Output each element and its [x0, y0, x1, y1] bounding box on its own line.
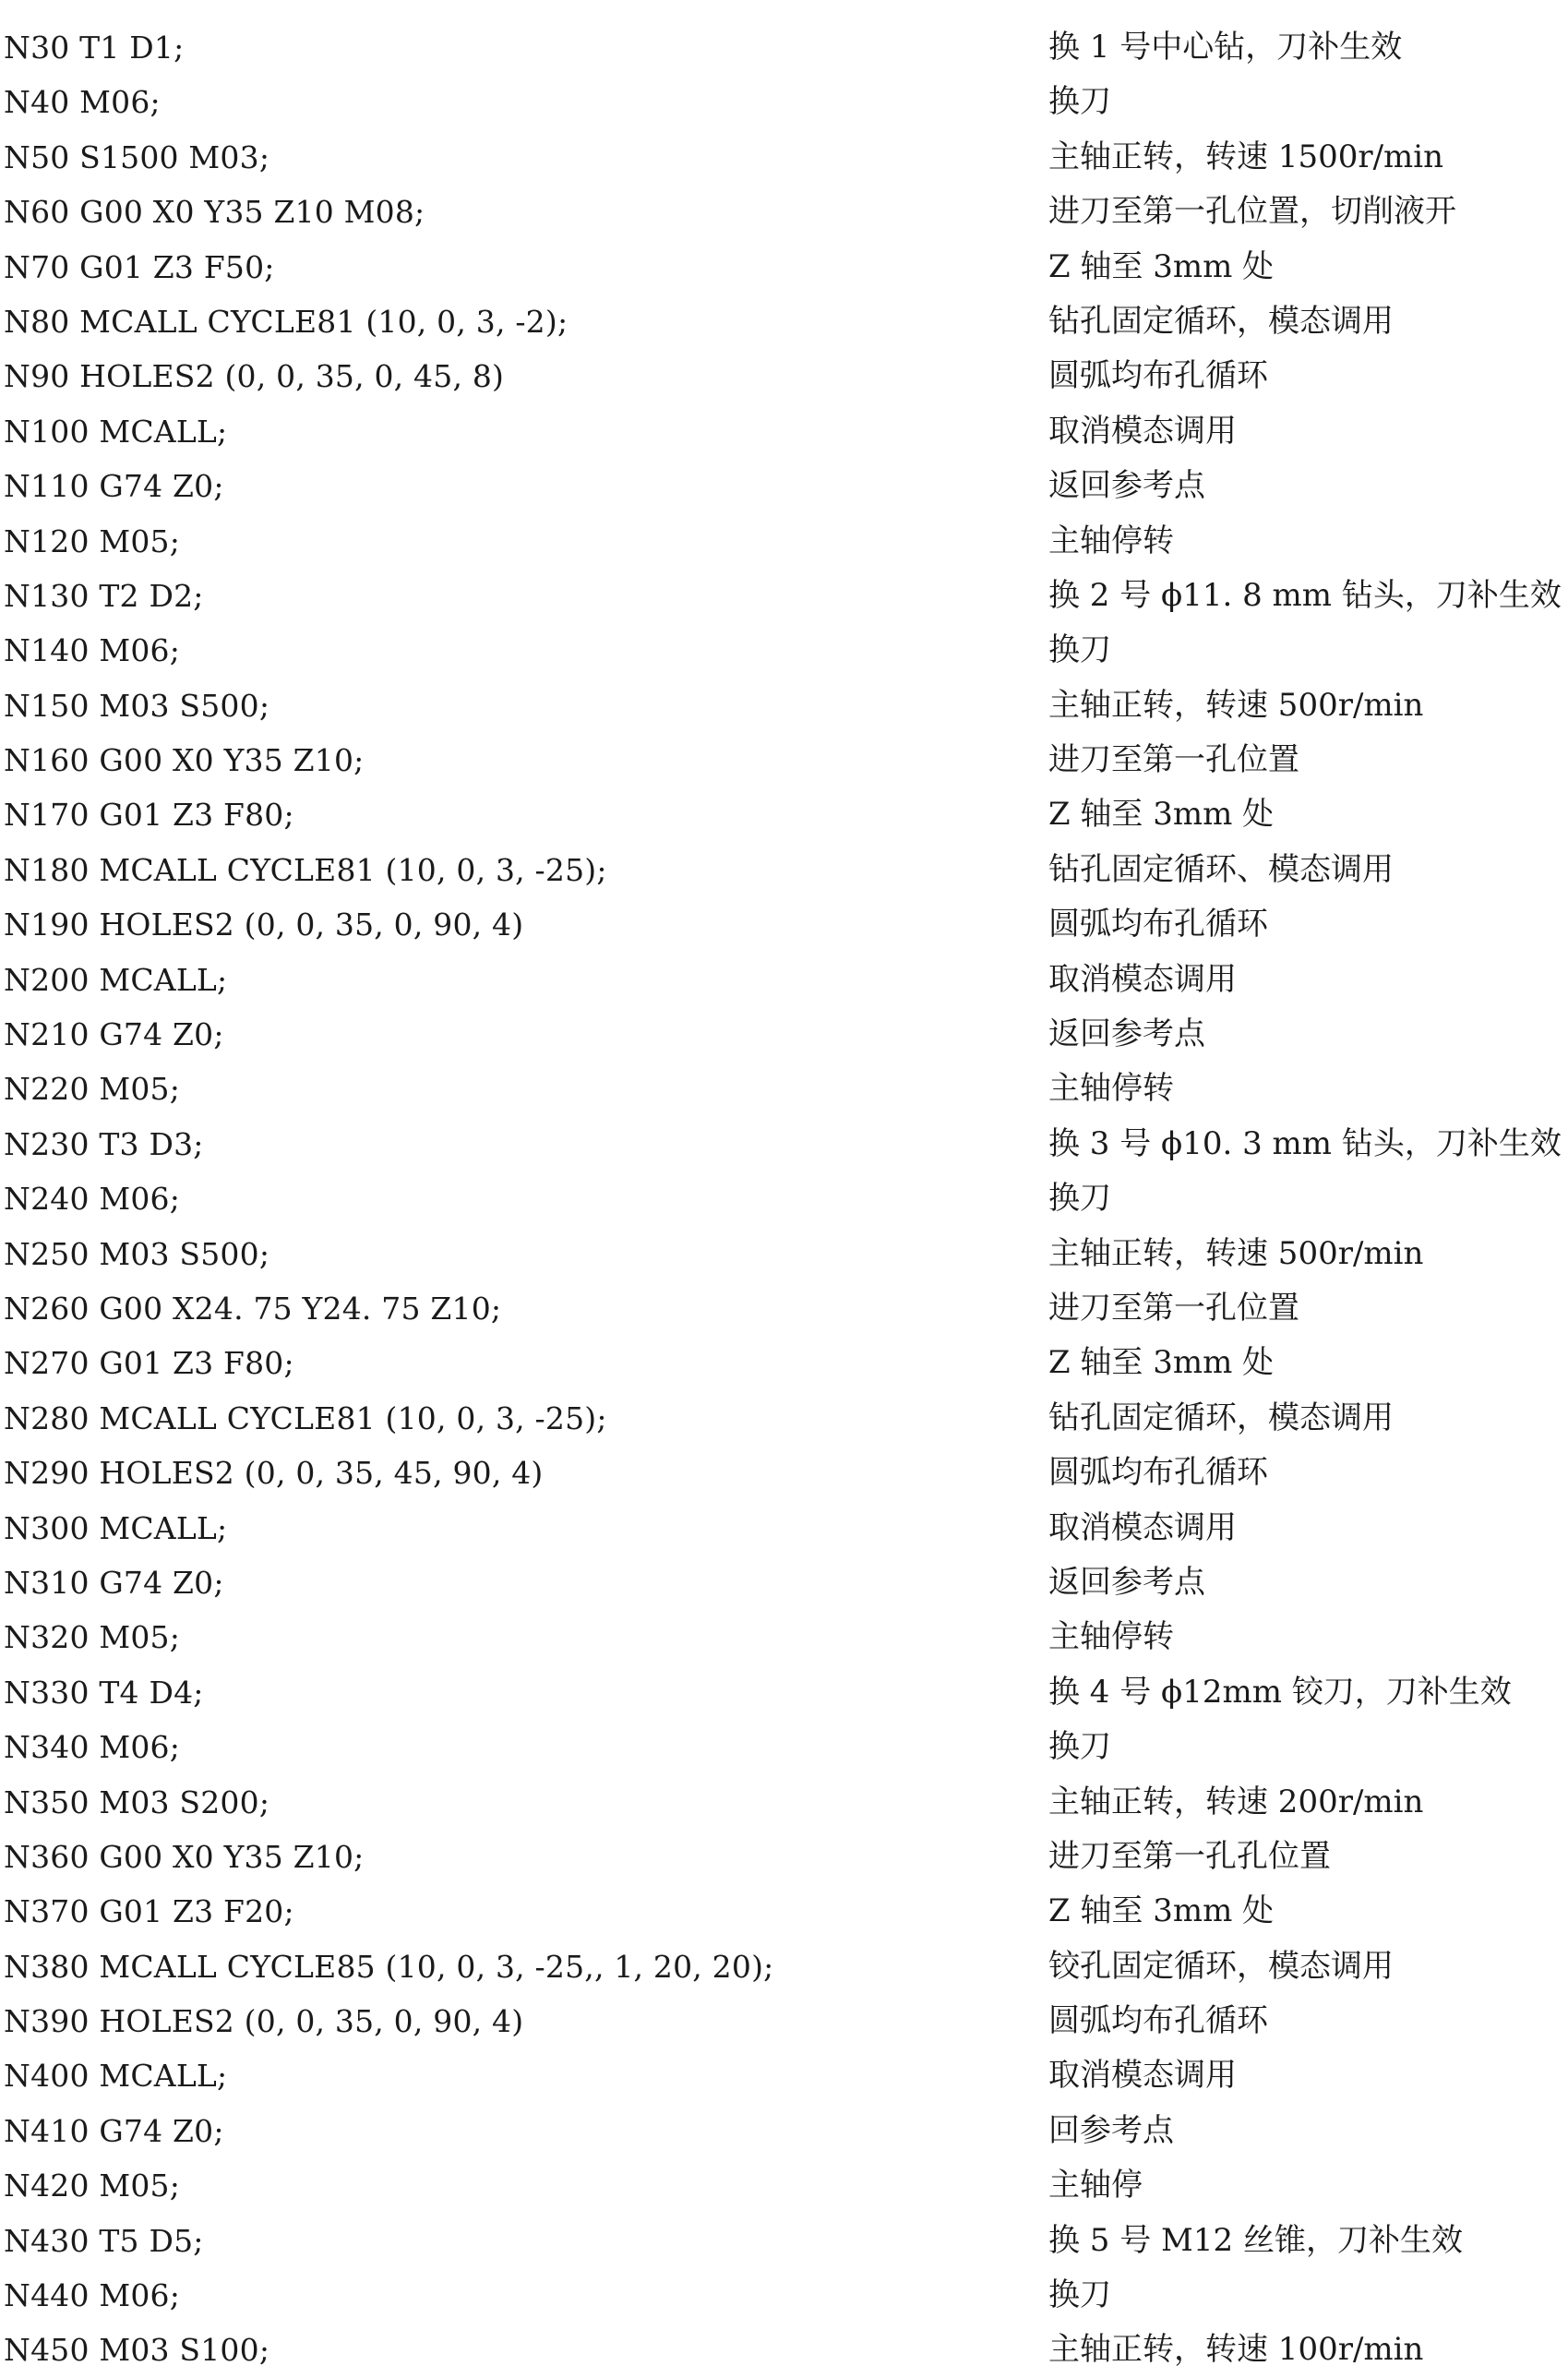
- line-comment: 换刀: [1048, 1728, 1111, 1766]
- program-line: [0, 1007, 1568, 1062]
- line-comment: 取消模态调用: [1048, 412, 1237, 450]
- nc-code: N340 M06;: [4, 1729, 181, 1766]
- program-line: [0, 1227, 1568, 1281]
- nc-code: N280 MCALL CYCLE81 (10, 0, 3, -25);: [4, 1399, 607, 1436]
- program-line: [0, 2323, 1568, 2377]
- nc-code: N420 M05;: [4, 2168, 181, 2204]
- program-line: [0, 1501, 1568, 1555]
- program-line: [0, 404, 1568, 459]
- program-line: [0, 349, 1568, 403]
- line-comment: 圆弧均布孔循环: [1048, 2002, 1268, 2040]
- program-line: [0, 733, 1568, 787]
- line-comment: 换刀: [1048, 83, 1111, 121]
- line-comment: Z 轴至 3mm 处: [1048, 1892, 1275, 1930]
- nc-code: N410 G74 Z0;: [4, 2112, 224, 2149]
- line-comment: Z 轴至 3mm 处: [1048, 796, 1275, 834]
- line-comment: 取消模态调用: [1048, 960, 1237, 998]
- program-line: [0, 897, 1568, 952]
- nc-code: N440 M06;: [4, 2277, 181, 2314]
- program-line: [0, 1610, 1568, 1664]
- nc-code: N210 G74 Z0;: [4, 1016, 224, 1053]
- program-line: [0, 1062, 1568, 1116]
- line-comment: 换 5 号 M12 丝锥，刀补生效: [1048, 2221, 1463, 2259]
- program-line: [0, 569, 1568, 623]
- nc-program-listing: [0, 20, 1568, 2378]
- nc-code: N220 M05;: [4, 1071, 181, 1108]
- line-comment: 圆弧均布孔循环: [1048, 906, 1268, 943]
- line-comment: 换刀: [1048, 631, 1111, 669]
- line-comment: 换 2 号 ϕ11. 8 mm 钻头，刀补生效: [1048, 576, 1562, 614]
- program-line: [0, 679, 1568, 733]
- line-comment: 返回参考点: [1048, 1563, 1205, 1601]
- line-comment: 钻孔固定循环、模态调用: [1048, 850, 1394, 888]
- line-comment: 取消模态调用: [1048, 1508, 1237, 1546]
- line-comment: 回参考点: [1048, 2111, 1174, 2149]
- nc-code: N160 G00 X0 Y35 Z10;: [4, 742, 365, 779]
- program-line: [0, 294, 1568, 349]
- program-line: [0, 1391, 1568, 1446]
- line-comment: 主轴正转，转速 500r/min: [1048, 1234, 1424, 1272]
- nc-code: N390 HOLES2 (0, 0, 35, 0, 90, 4): [4, 2003, 524, 2040]
- nc-code: N240 M06;: [4, 1181, 181, 1218]
- line-comment: 主轴停转: [1048, 522, 1174, 559]
- line-comment: 主轴正转，转速 500r/min: [1048, 686, 1424, 724]
- line-comment: 铰孔固定循环，模态调用: [1048, 1947, 1394, 1985]
- nc-code: N180 MCALL CYCLE81 (10, 0, 3, -25);: [4, 851, 607, 888]
- nc-code: N270 G01 Z3 F80;: [4, 1345, 294, 1382]
- line-comment: 取消模态调用: [1048, 2057, 1237, 2095]
- program-line: [0, 514, 1568, 569]
- line-comment: Z 轴至 3mm 处: [1048, 1344, 1275, 1382]
- line-comment: 主轴正转，转速 200r/min: [1048, 1783, 1424, 1820]
- line-comment: 圆弧均布孔循环: [1048, 357, 1268, 395]
- line-comment: 进刀至第一孔位置: [1048, 741, 1299, 779]
- line-comment: 圆弧均布孔循环: [1048, 1454, 1268, 1492]
- line-comment: 进刀至第一孔孔位置: [1048, 1837, 1331, 1875]
- line-comment: 进刀至第一孔位置: [1048, 1289, 1299, 1327]
- nc-code: N40 M06;: [4, 84, 161, 121]
- nc-code: N100 MCALL;: [4, 413, 228, 450]
- program-line: [0, 1555, 1568, 1610]
- program-line: [0, 1884, 1568, 1939]
- nc-code: N110 G74 Z0;: [4, 468, 224, 505]
- program-line: [0, 787, 1568, 842]
- program-line: [0, 1336, 1568, 1390]
- program-line: [0, 1171, 1568, 1226]
- program-line: [0, 1446, 1568, 1500]
- program-line: [0, 1775, 1568, 1830]
- nc-code: N290 HOLES2 (0, 0, 35, 45, 90, 4): [4, 1455, 544, 1492]
- line-comment: 主轴正转，转速 100r/min: [1048, 2331, 1424, 2369]
- nc-code: N250 M03 S500;: [4, 1235, 270, 1272]
- nc-code: N80 MCALL CYCLE81 (10, 0, 3, -2);: [4, 303, 569, 340]
- nc-code: N260 G00 X24. 75 Y24. 75 Z10;: [4, 1290, 502, 1327]
- program-line: [0, 1117, 1568, 1171]
- nc-code: N90 HOLES2 (0, 0, 35, 0, 45, 8): [4, 358, 505, 395]
- nc-code: N70 G01 Z3 F50;: [4, 248, 275, 285]
- nc-code: N140 M06;: [4, 632, 181, 669]
- nc-code: N350 M03 S200;: [4, 1784, 270, 1820]
- program-line: [0, 2158, 1568, 2213]
- program-line: [0, 75, 1568, 129]
- program-line: [0, 1994, 1568, 2048]
- program-line: [0, 1281, 1568, 1336]
- nc-code: N150 M03 S500;: [4, 687, 270, 724]
- nc-code: N310 G74 Z0;: [4, 1564, 224, 1601]
- program-line: [0, 2048, 1568, 2103]
- program-line: [0, 130, 1568, 185]
- line-comment: 换刀: [1048, 1180, 1111, 1218]
- nc-code: N60 G00 X0 Y35 Z10 M08;: [4, 194, 425, 231]
- line-comment: 钻孔固定循环，模态调用: [1048, 1399, 1394, 1436]
- program-line: [0, 1720, 1568, 1774]
- nc-code: N30 T1 D1;: [4, 30, 185, 66]
- program-line: [0, 953, 1568, 1007]
- line-comment: 返回参考点: [1048, 467, 1205, 505]
- nc-code: N320 M05;: [4, 1619, 181, 1656]
- nc-code: N120 M05;: [4, 522, 181, 559]
- nc-code: N370 G01 Z3 F20;: [4, 1893, 294, 1930]
- nc-code: N360 G00 X0 Y35 Z10;: [4, 1838, 365, 1875]
- nc-code: N130 T2 D2;: [4, 577, 204, 614]
- nc-code: N430 T5 D5;: [4, 2222, 204, 2259]
- program-line: [0, 2268, 1568, 2323]
- line-comment: 主轴正转，转速 1500r/min: [1048, 138, 1444, 175]
- nc-code: N300 MCALL;: [4, 1509, 228, 1546]
- nc-code: N330 T4 D4;: [4, 1674, 204, 1711]
- program-line: [0, 20, 1568, 75]
- program-line: [0, 1830, 1568, 1884]
- nc-code: N230 T3 D3;: [4, 1125, 204, 1162]
- program-line: [0, 185, 1568, 239]
- line-comment: 换 3 号 ϕ10. 3 mm 钻头，刀补生效: [1048, 1124, 1562, 1162]
- nc-code: N190 HOLES2 (0, 0, 35, 0, 90, 4): [4, 907, 524, 943]
- line-comment: 返回参考点: [1048, 1015, 1205, 1053]
- program-line: [0, 2214, 1568, 2268]
- program-line: [0, 623, 1568, 678]
- nc-code: N50 S1500 M03;: [4, 138, 270, 175]
- nc-code: N200 MCALL;: [4, 961, 228, 998]
- program-line: [0, 1665, 1568, 1720]
- line-comment: 换 4 号 ϕ12mm 铰刀，刀补生效: [1048, 1673, 1512, 1711]
- nc-code: N400 MCALL;: [4, 2058, 228, 2095]
- line-comment: 进刀至第一孔位置，切削液开: [1048, 193, 1456, 231]
- nc-code: N170 G01 Z3 F80;: [4, 797, 294, 834]
- line-comment: 主轴停转: [1048, 1618, 1174, 1656]
- line-comment: Z 轴至 3mm 处: [1048, 247, 1275, 285]
- line-comment: 主轴停转: [1048, 1070, 1174, 1108]
- line-comment: 主轴停: [1048, 2167, 1143, 2204]
- program-line: [0, 843, 1568, 897]
- line-comment: 钻孔固定循环，模态调用: [1048, 302, 1394, 340]
- program-line: [0, 2104, 1568, 2158]
- line-comment: 换 1 号中心钻，刀补生效: [1048, 29, 1403, 66]
- program-line: [0, 459, 1568, 513]
- nc-code: N450 M03 S100;: [4, 2332, 270, 2369]
- line-comment: 换刀: [1048, 2276, 1111, 2314]
- program-line: [0, 1940, 1568, 1994]
- nc-code: N380 MCALL CYCLE85 (10, 0, 3, -25,, 1, 20, 20);: [4, 1948, 774, 1985]
- program-line: [0, 240, 1568, 294]
